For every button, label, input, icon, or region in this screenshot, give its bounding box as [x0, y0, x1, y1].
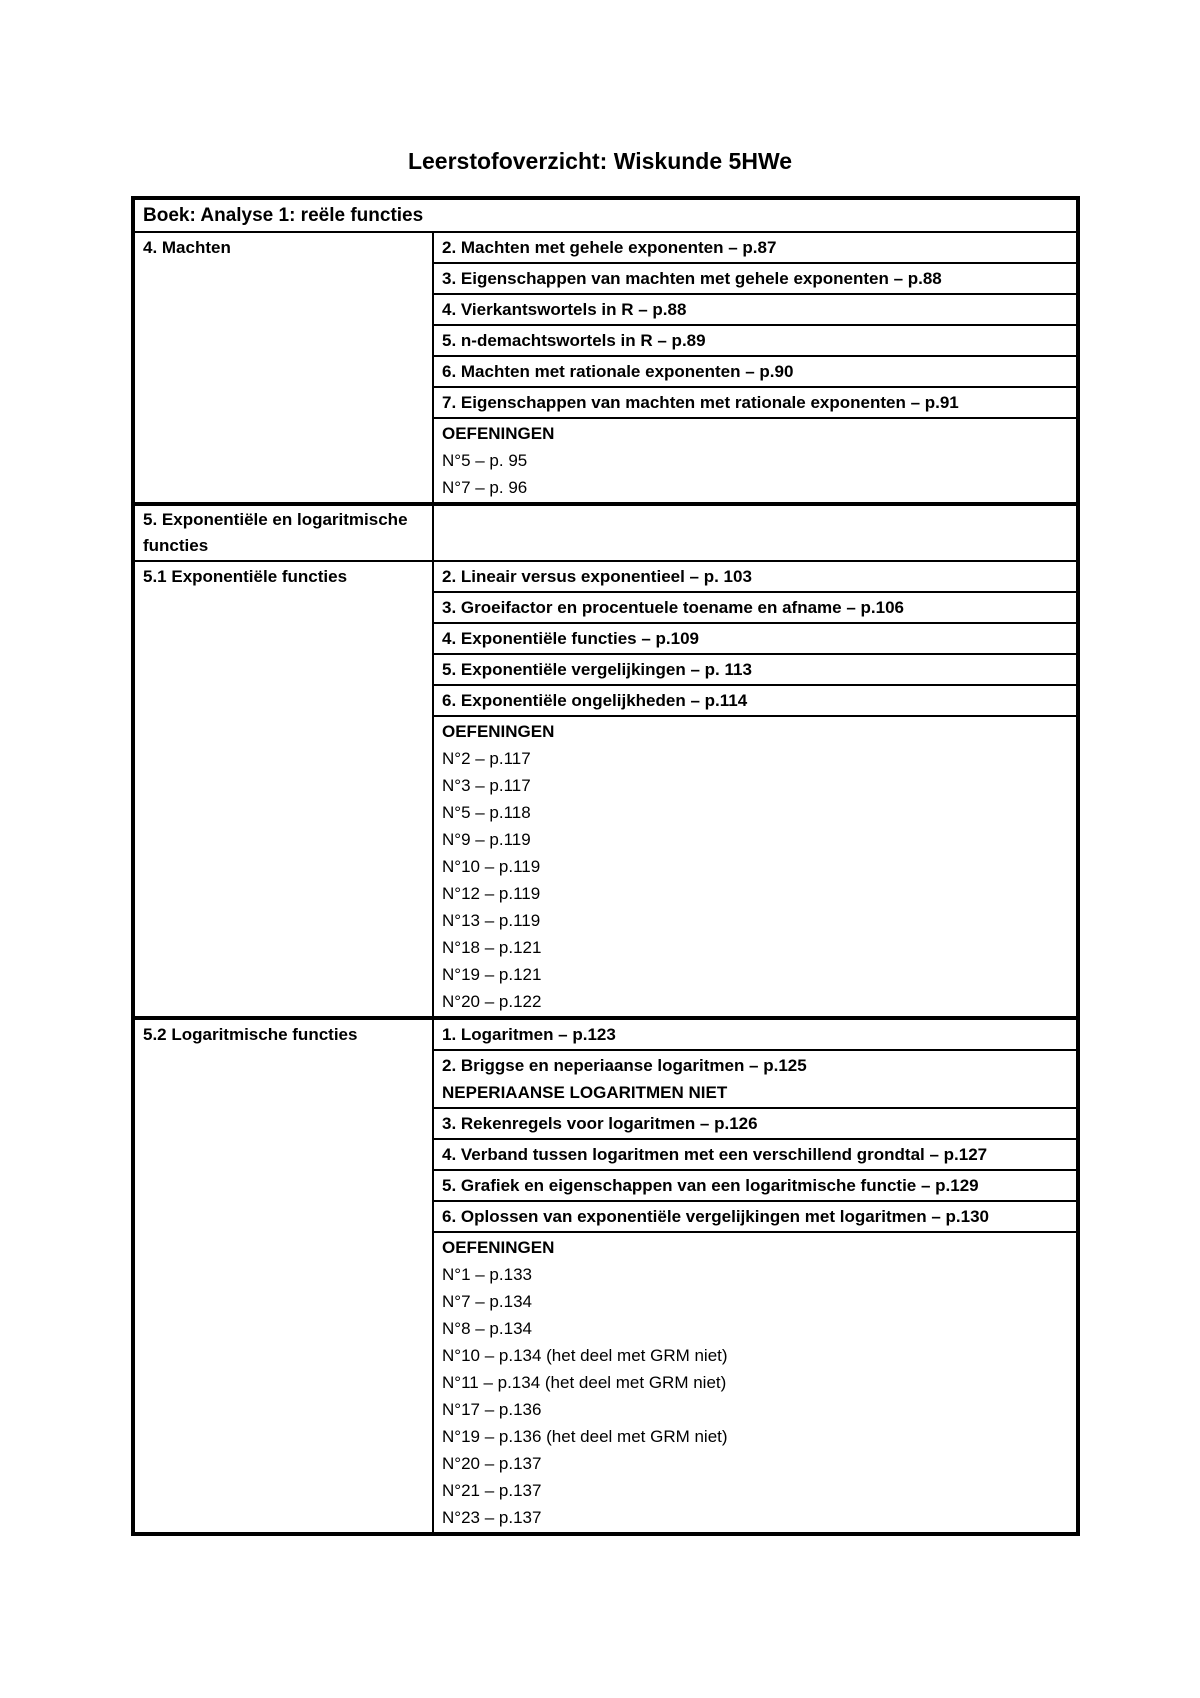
exercise-item: N°11 – p.134 (het deel met GRM niet)	[442, 1373, 727, 1392]
topic-text: 2. Briggse en neperiaanse logaritmen – p.125	[442, 1056, 807, 1075]
exercise-item: N°8 – p.134	[442, 1319, 532, 1338]
exercise-item: N°18 – p.121	[442, 938, 542, 957]
table-row	[133, 561, 1078, 592]
topic-cell: 6. Oplossen van exponentiële vergelijkingen met logaritmen – p.130	[433, 1201, 1078, 1232]
exercise-item: N°17 – p.136	[442, 1400, 542, 1419]
exercise-item: N°10 – p.119	[442, 857, 541, 876]
section-heading: 4. Machten	[133, 232, 433, 504]
section-heading: 5.1 Exponentiële functies	[133, 561, 433, 1018]
exercise-item: N°10 – p.134 (het deel met GRM niet)	[442, 1346, 728, 1365]
exercise-item: N°5 – p.118	[442, 803, 531, 822]
exercise-item: N°13 – p.119	[442, 911, 541, 930]
topic-note: NEPERIAANSE LOGARITMEN NIET	[442, 1083, 728, 1102]
exercise-item: N°1 – p.133	[442, 1265, 532, 1284]
section-heading: 5. Exponentiële en logaritmische functies	[133, 504, 433, 561]
page-title: Leerstofoverzicht: Wiskunde 5HWe	[407, 148, 793, 174]
exercises-label: OEFENINGEN	[442, 424, 555, 443]
exercises-cell	[433, 716, 1078, 1018]
topic-cell: 7. Eigenschappen van machten met rationale exponenten – p.91	[433, 387, 1078, 418]
book-row	[133, 198, 1078, 232]
topic-cell: 4. Vierkantswortels in R – p.88	[433, 294, 1078, 325]
exercise-item: N°9 – p.119	[442, 830, 531, 849]
topic-cell: 4. Verband tussen logaritmen met een verschillend grondtal – p.127	[433, 1139, 1078, 1170]
topic-cell: 5. Exponentiële vergelijkingen – p. 113	[433, 654, 1078, 685]
exercise-item: N°12 – p.119	[442, 884, 541, 903]
section-heading: 5.2 Logaritmische functies	[133, 1018, 433, 1534]
exercises-cell	[433, 418, 1078, 504]
topic-cell: 4. Exponentiële functies – p.109	[433, 623, 1078, 654]
topic-cell: 3. Rekenregels voor logaritmen – p.126	[433, 1108, 1078, 1139]
topic-cell: 6. Exponentiële ongelijkheden – p.114	[433, 685, 1078, 716]
exercise-item: N°20 – p.122	[442, 992, 542, 1011]
book-title: Boek: Analyse 1: reële functies	[133, 198, 1078, 232]
exercise-item: N°5 – p. 95	[442, 451, 528, 470]
exercise-item: N°23 – p.137	[442, 1508, 542, 1527]
topic-cell: 1. Logaritmen – p.123	[433, 1018, 1078, 1050]
topic-cell: 3. Eigenschappen van machten met gehele exponenten – p.88	[433, 263, 1078, 294]
table-row	[133, 504, 1078, 561]
exercises-label: OEFENINGEN	[442, 722, 555, 741]
curriculum-table	[131, 196, 1080, 1536]
empty-cell	[433, 504, 1078, 561]
topic-cell: 5. Grafiek en eigenschappen van een logaritmische functie – p.129	[433, 1170, 1078, 1201]
exercise-item: N°3 – p.117	[442, 776, 531, 795]
exercise-item: N°7 – p.134	[442, 1292, 532, 1311]
table-row	[133, 232, 1078, 263]
exercise-item: N°20 – p.137	[442, 1454, 542, 1473]
exercise-item: N°19 – p.121	[442, 965, 542, 984]
exercise-item: N°21 – p.137	[442, 1481, 542, 1500]
table-row	[133, 1018, 1078, 1050]
topic-cell: 3. Groeifactor en procentuele toename en afname – p.106	[433, 592, 1078, 623]
topic-cell	[433, 1050, 1078, 1108]
topic-cell: 2. Lineair versus exponentieel – p. 103	[433, 561, 1078, 592]
exercise-item: N°2 – p.117	[442, 749, 531, 768]
topic-cell: 6. Machten met rationale exponenten – p.90	[433, 356, 1078, 387]
topic-cell: 5. n-demachtswortels in R – p.89	[433, 325, 1078, 356]
exercise-item: N°7 – p. 96	[442, 478, 528, 497]
exercises-label: OEFENINGEN	[442, 1238, 555, 1257]
exercise-item: N°19 – p.136 (het deel met GRM niet)	[442, 1427, 728, 1446]
exercises-cell	[433, 1232, 1078, 1534]
topic-cell: 2. Machten met gehele exponenten – p.87	[433, 232, 1078, 263]
